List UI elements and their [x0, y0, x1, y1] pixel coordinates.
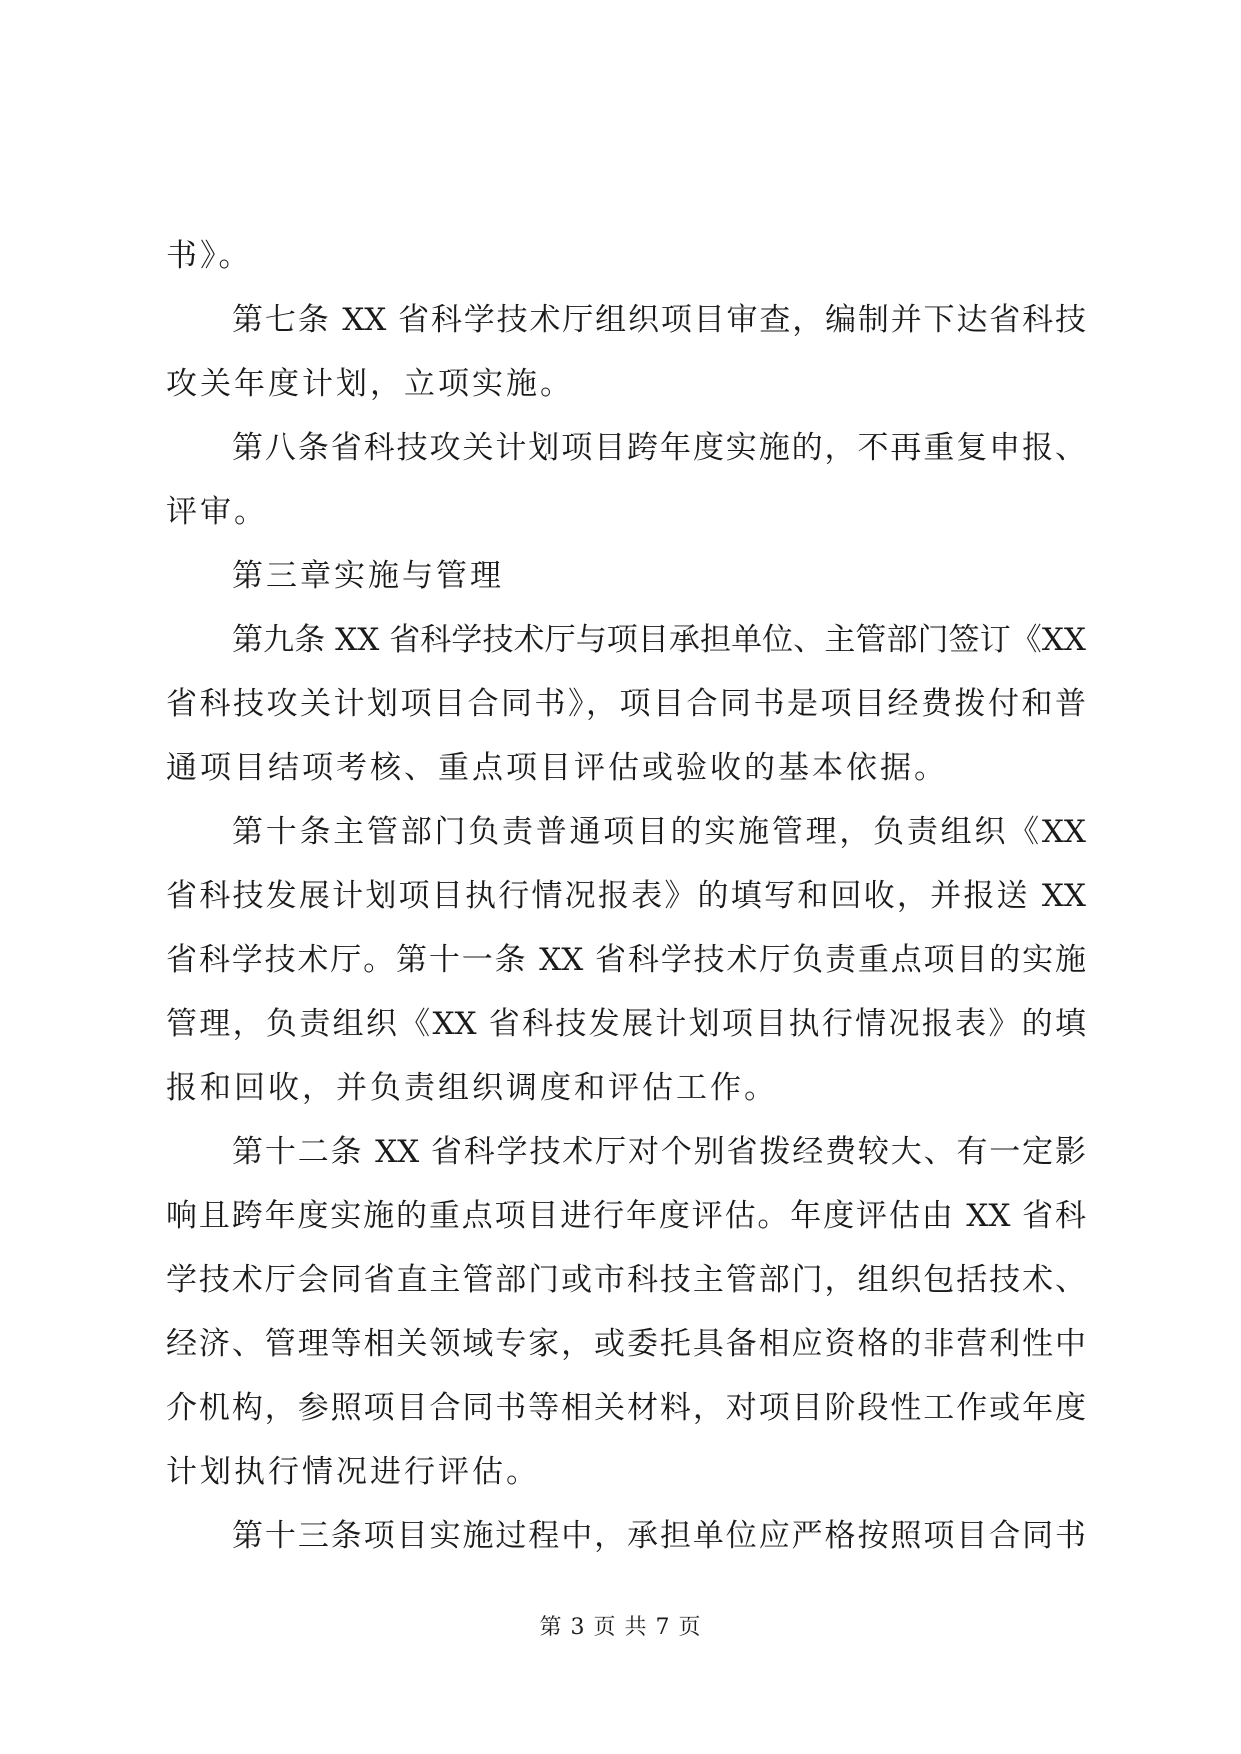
text-line — [166, 480, 1086, 544]
text-line — [166, 1120, 1086, 1184]
line-text: 省科技攻关计划项目合同书》，项目合同书是项目经费拨付和普 — [166, 686, 1086, 722]
text-line — [166, 416, 1086, 480]
text-line — [166, 1376, 1086, 1440]
line-text: 第十二条 XX 省科学技术厅对个别省拨经费较大、有一定影 — [232, 1134, 1086, 1170]
line-text: 书》。 — [166, 238, 253, 274]
line-text: 通项目结项考核、重点项目评估或验收的基本依据。 — [166, 750, 948, 786]
line-text: 攻关年度计划，立项实施。 — [166, 366, 574, 402]
line-text: 管理，负责组织《XX 省科技发展计划项目执行情况报表》的填 — [166, 1006, 1086, 1042]
document-body — [166, 224, 1086, 1568]
text-line — [166, 1504, 1086, 1568]
text-line — [166, 288, 1086, 352]
line-text: 第九条 XX 省科学技术厅与项目承担单位、主管部门签订《XX — [232, 622, 1086, 658]
line-text: 第三章实施与管理 — [232, 558, 504, 594]
line-text: 第八条省科技攻关计划项目跨年度实施的，不再重复申报、 — [232, 430, 1086, 466]
text-line — [166, 1312, 1086, 1376]
line-text: 第七条 XX 省科学技术厅组织项目审查，编制并下达省科技 — [232, 302, 1086, 338]
line-text: 学技术厅会同省直主管部门或市科技主管部门，组织包括技术、 — [166, 1262, 1086, 1298]
line-text: 省科学技术厅。第十一条 XX 省科学技术厅负责重点项目的实施 — [166, 942, 1086, 978]
chapter-heading — [166, 544, 1086, 608]
line-text: 介机构，参照项目合同书等相关材料，对项目阶段性工作或年度 — [166, 1390, 1086, 1426]
line-text: 评审。 — [166, 494, 268, 530]
line-text: 省科技发展计划项目执行情况报表》的填写和回收，并报送 XX — [166, 878, 1086, 914]
line-text: 第十三条项目实施过程中，承担单位应严格按照项目合同书 — [232, 1518, 1086, 1554]
text-line — [166, 992, 1086, 1056]
page-footer — [0, 1610, 1241, 1641]
text-line — [166, 352, 1086, 416]
line-text: 经济、管理等相关领域专家，或委托具备相应资格的非营利性中 — [166, 1326, 1086, 1362]
text-line — [166, 224, 1086, 288]
line-text: 第十条主管部门负责普通项目的实施管理，负责组织《XX — [232, 814, 1086, 850]
text-line — [166, 1440, 1086, 1504]
text-line — [166, 864, 1086, 928]
text-line — [166, 928, 1086, 992]
line-text: 计划执行情况进行评估。 — [166, 1454, 540, 1490]
text-line — [166, 1248, 1086, 1312]
text-line — [166, 1056, 1086, 1120]
line-text: 响且跨年度实施的重点项目进行年度评估。年度评估由 XX 省科 — [166, 1198, 1086, 1234]
line-text: 报和回收，并负责组织调度和评估工作。 — [166, 1070, 778, 1106]
text-line — [166, 800, 1086, 864]
text-line — [166, 608, 1086, 672]
text-line — [166, 672, 1086, 736]
text-line — [166, 1184, 1086, 1248]
text-line — [166, 736, 1086, 800]
page-number-label: 第 3 页 共 7 页 — [539, 1615, 702, 1640]
